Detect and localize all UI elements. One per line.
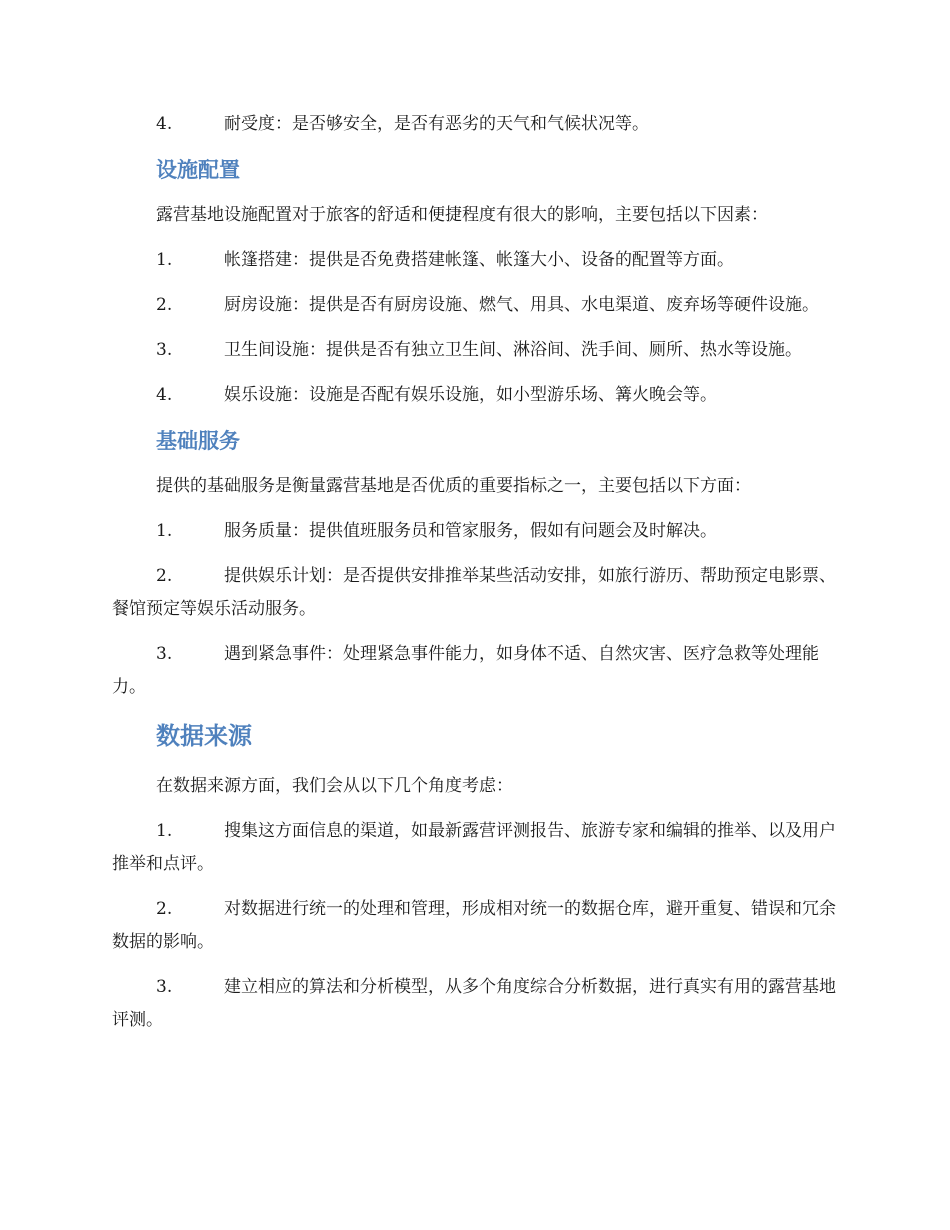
list-item (112, 893, 840, 959)
list-item (112, 515, 840, 548)
list-item (112, 971, 840, 1037)
list-item (112, 334, 840, 367)
list-item (112, 244, 840, 277)
list-number: 2. (156, 295, 173, 315)
list-text: 搜集这方面信息的渠道，如最新露营评测报告、旅游专家和编辑的推举、以及用户推举和点评。 (112, 821, 836, 874)
list-item (112, 638, 840, 704)
list-number: 2. (156, 899, 173, 919)
section-intro: 提供的基础服务是衡量露营基地是否优质的重要指标之一，主要包括以下方面： (156, 476, 751, 496)
list-number: 2. (156, 566, 173, 586)
list-item (112, 560, 840, 626)
list-number: 3. (156, 340, 173, 360)
section-heading-facilities: 设施配置 (156, 158, 240, 182)
list-number: 4. (156, 385, 173, 405)
list-item (112, 289, 840, 322)
list-text: 遇到紧急事件：处理紧急事件能力，如身体不适、自然灾害、医疗急救等处理能力。 (112, 644, 819, 697)
list-text: 提供娱乐计划：是否提供安排推举某些活动安排，如旅行游历、帮助预定电影票、餐馆预定等娱乐活动服务。 (112, 566, 836, 619)
document-body (112, 108, 840, 1049)
list-text: 帐篷搭建：提供是否免费搭建帐篷、帐篷大小、设备的配置等方面。 (224, 250, 734, 270)
section-heading-services: 基础服务 (156, 429, 240, 453)
list-item (112, 815, 840, 881)
section-intro: 露营基地设施配置对于旅客的舒适和便捷程度有很大的影响，主要包括以下因素： (156, 205, 768, 225)
list-text: 卫生间设施：提供是否有独立卫生间、淋浴间、洗手间、厕所、热水等设施。 (224, 340, 802, 360)
list-number: 1. (156, 250, 173, 270)
list-text: 耐受度：是否够安全，是否有恶劣的天气和气候状况等。 (224, 114, 649, 134)
list-number: 1. (156, 821, 173, 841)
section-heading-sources: 数据来源 (156, 722, 252, 750)
list-text: 娱乐设施：设施是否配有娱乐设施，如小型游乐场、篝火晚会等。 (224, 385, 717, 405)
section-intro: 在数据来源方面，我们会从以下几个角度考虑： (156, 776, 513, 796)
list-text: 对数据进行统一的处理和管理，形成相对统一的数据仓库，避开重复、错误和冗余数据的影响。 (112, 899, 836, 952)
list-number: 4. (156, 114, 173, 134)
list-item (112, 108, 840, 141)
list-text: 厨房设施：提供是否有厨房设施、燃气、用具、水电渠道、废弃场等硬件设施。 (224, 295, 819, 315)
list-number: 3. (156, 977, 173, 997)
list-text: 服务质量：提供值班服务员和管家服务，假如有问题会及时解决。 (224, 521, 717, 541)
list-number: 1. (156, 521, 173, 541)
list-text: 建立相应的算法和分析模型，从多个角度综合分析数据，进行真实有用的露营基地评测。 (112, 977, 836, 1030)
list-number: 3. (156, 644, 173, 664)
list-item (112, 379, 840, 412)
